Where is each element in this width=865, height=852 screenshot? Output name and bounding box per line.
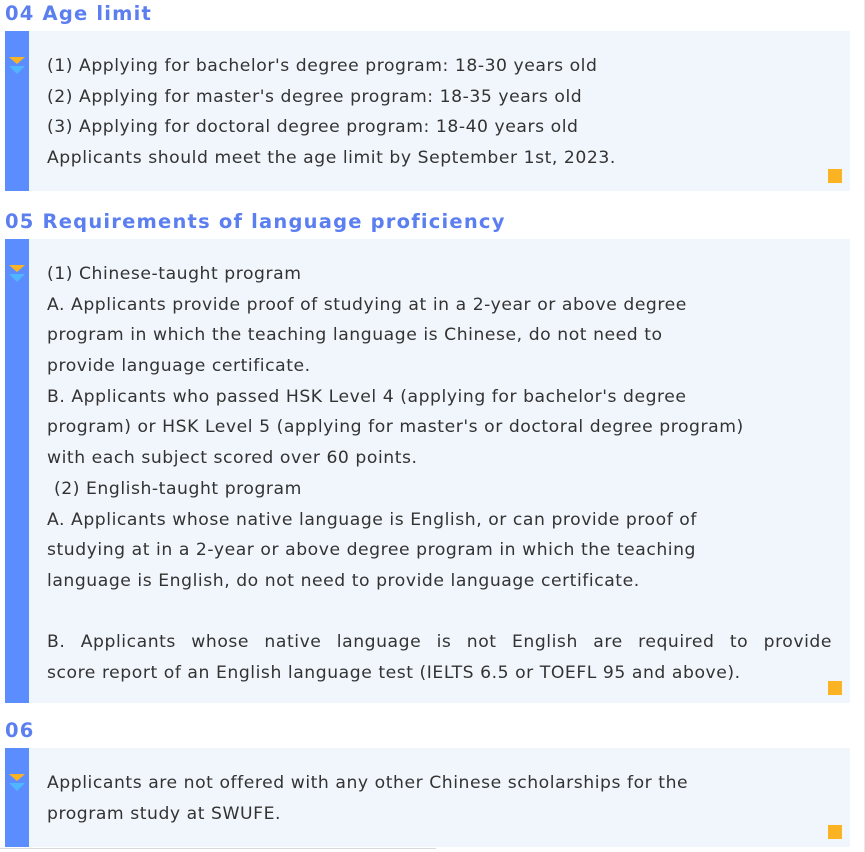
text-line: studying at in a 2-year or above degree program in which the teaching (47, 540, 697, 561)
text-line: score report of an English language test (IELTS 6.5 or TOEFL 95 and above). (47, 662, 741, 683)
text-line: (2) English-taught program (54, 478, 302, 499)
text-line: language is English, do not need to provide language certificate. (47, 570, 640, 591)
text-line: A. Applicants whose native language is English, or can provide proof of (47, 509, 697, 530)
section-side-bar (5, 239, 29, 703)
text-line: (1) Applying for bachelor's degree program: 18-30 years old (47, 56, 598, 76)
corner-square-icon (828, 169, 842, 183)
double-chevron-down-icon (9, 265, 25, 287)
section-card-language-proficiency (5, 239, 850, 703)
section-side-bar (5, 748, 29, 847)
section-side-bar (5, 31, 29, 191)
section-body (5, 259, 850, 689)
section-heading-age-limit: 04 Age limit (5, 2, 153, 25)
blank-line (47, 597, 840, 628)
text-line: (3) Applying for doctoral degree program: 18-40 years old (47, 117, 579, 138)
text-line: B. Applicants who passed HSK Level 4 (applying for bachelor's degree (47, 386, 687, 407)
text-line: with each subject scored over 60 points. (47, 448, 418, 469)
section-card-age-limit (5, 31, 850, 191)
text-line: provide language certificate. (47, 356, 311, 377)
bottom-divider (0, 848, 436, 849)
corner-square-icon (828, 681, 842, 695)
section-heading-language-proficiency: 05 Requirements of language proficiency (5, 210, 506, 233)
text-line: A. Applicants provide proof of studying at in a 2-year or above degree (47, 294, 687, 315)
section-body (5, 51, 850, 174)
section-heading-06: 06 (5, 719, 35, 742)
double-chevron-down-icon (9, 57, 25, 79)
text-line: Applicants are not offered with any other Chinese scholarships for the (47, 773, 689, 793)
text-line: (2) Applying for master's degree program: 18-35 years old (47, 86, 583, 107)
corner-square-icon (828, 825, 842, 839)
text-line: (1) Chinese-taught program (47, 264, 302, 284)
text-line: Applicants should meet the age limit by September 1st, 2023. (47, 148, 616, 169)
text-line: program study at SWUFE. (47, 803, 282, 824)
text-line: program in which the teaching language is Chinese, do not need to (47, 325, 663, 346)
section-body (5, 768, 850, 829)
double-chevron-down-icon (9, 774, 25, 796)
text-line: program) or HSK Level 5 (applying for master's or doctoral degree program) (47, 417, 744, 438)
text-line: B. Applicants whose native language is not English are required to provide (47, 632, 832, 653)
section-card-scholarship (5, 748, 850, 847)
